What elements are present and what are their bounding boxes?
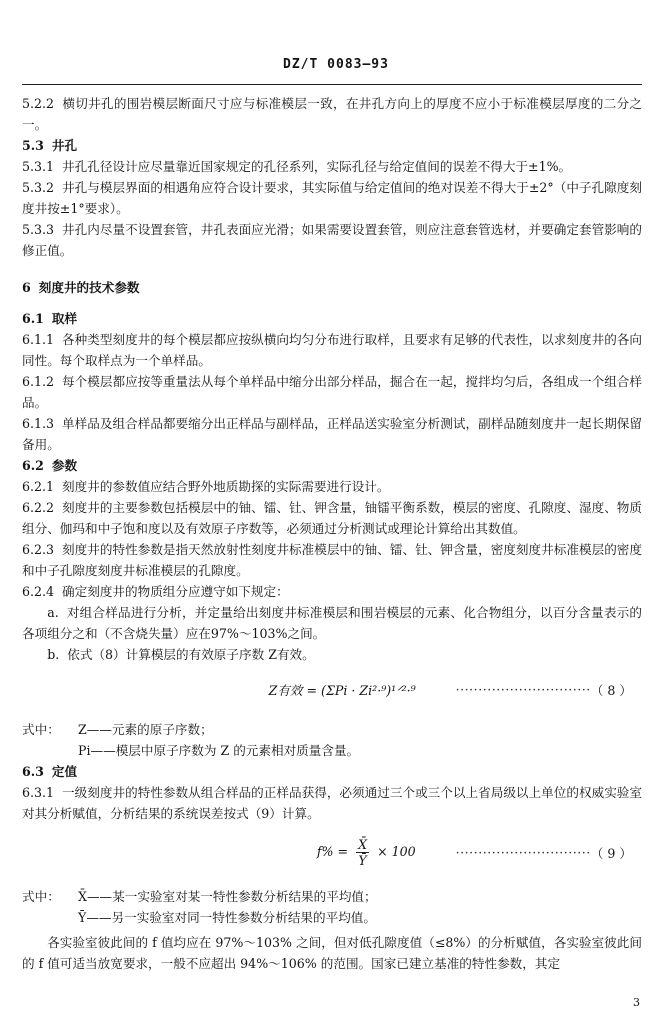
clause-number: b. (47, 647, 60, 662)
clause-number: 6.1.2 (22, 374, 55, 389)
formula-9-rhs: × 100 (377, 843, 416, 859)
formula-9 (22, 824, 642, 880)
formula-9-leader: ······························ (455, 844, 591, 860)
list-item (22, 602, 642, 644)
clause-text: 井孔孔径设计应尽量靠近国家规定的孔径系列，实际孔径与给定值间的误差不得大于±1%。 (62, 159, 572, 174)
formula-8-leader: ······························ (455, 681, 591, 697)
clause-text: 横切井孔的围岩模层断面尺寸应与标准模层一致，在井孔方向上的厚度不应小于标准模层厚度的二分之一。 (22, 96, 642, 132)
clause-number: 5.3.2 (22, 180, 55, 195)
section-heading (22, 135, 642, 156)
clause-number: 6.2 (22, 458, 44, 473)
clause-paragraph (22, 581, 642, 602)
where-line: Ȳ——另一实验室对同一特性参数分析结果的平均值。 (78, 910, 376, 925)
header-rule (22, 84, 642, 85)
clause-number: 6.3 (22, 764, 44, 779)
clause-paragraph (22, 371, 642, 413)
page-number: 3 (633, 996, 640, 1009)
clause-text: 各种类型刻度井的每个模层都应按纵横向均匀分布进行取样，且要求有足够的代表性，以求刻度井的各向同性。每个取样点为一个单样品。 (22, 332, 642, 368)
clause-text: 单样品及组合样品都要缩分出正样品与副样品，正样品送实验室分析测试，副样品随刻度井一起长期保留备用。 (22, 416, 642, 452)
section-heading (22, 308, 642, 329)
clause-number: 6.2.3 (22, 542, 55, 557)
clause-number: 6.2.4 (22, 584, 55, 599)
formula-8 (22, 665, 642, 713)
clause-paragraph (22, 497, 642, 539)
clause-number: 6.1 (22, 311, 44, 326)
clause-text: 井孔 (51, 138, 78, 153)
formula-9-lhs: f% = (316, 843, 349, 859)
formula-9-denominator: Ȳ (358, 852, 367, 868)
document-code-header: DZ/T 0083—93 (283, 57, 389, 72)
clause-text: 刻度井的特性参数是指天然放射性刻度井标准模层中的铀、镭、钍、钾含量，密度刻度井标准模层的密度和中子孔隙度刻度井标准模层的孔隙度。 (22, 542, 642, 578)
where-line: Pi——模层中原子序数为 Z 的元素相对质量含量。 (78, 743, 360, 758)
clause-number: 6.3.1 (22, 785, 55, 800)
clause-text: 参数 (51, 458, 78, 473)
formula-8-where (22, 719, 642, 761)
section-heading (22, 455, 642, 476)
clause-text: 取样 (51, 311, 78, 326)
clause-text: 每个模层都应按等重量法从每个单样品中缩分出部分样品，掘合在一起，搅拌均匀后，各组成一个组合样品。 (22, 374, 642, 410)
list-item (22, 644, 642, 665)
formula-9-numerator: X̄ (358, 836, 368, 852)
where-line: X̄——某一实验室对某一特性参数分析结果的平均值； (78, 889, 377, 904)
clause-text: 对组合样品进行分析，并定量给出刻度井标准模层和围岩模层的元素、化合物组分，以百分含量表示的各项组分之和（不含烧失量）应在97%～103%之间。 (22, 605, 642, 641)
clause-number: 5.3 (22, 138, 44, 153)
section-blocks-2 (22, 761, 642, 824)
clause-paragraph (22, 219, 642, 261)
clause-number: 6.2.1 (22, 479, 55, 494)
clause-number: 6.1.3 (22, 416, 55, 431)
clause-paragraph (22, 413, 642, 455)
document-body (22, 93, 642, 974)
clause-paragraph (22, 177, 642, 219)
formula-9-where (22, 886, 642, 928)
clause-paragraph (22, 539, 642, 581)
clause-paragraph (22, 476, 642, 497)
formula-9-label: （ 9 ） (590, 845, 632, 861)
section-heading (22, 278, 642, 298)
clause-paragraph (22, 156, 642, 177)
clause-text: 定值 (51, 764, 78, 779)
clause-number: 6 (22, 280, 31, 295)
clause-number: 5.3.1 (22, 159, 55, 174)
where-lead: 式中： (22, 889, 60, 904)
where-lead: 式中： (22, 722, 60, 737)
closing-paragraph: 各实验室彼此间的 f 值均应在 97%～103% 之间，但对低孔隙度值（≤8%）的分析赋值，各实验室彼此间的 f 值可适当放宽要求，一般不应超出 94%～106% 的范围。国家已建立基准的特性参数，其定 (22, 935, 642, 971)
clause-paragraph (22, 93, 642, 135)
clause-text: 刻度井的主要参数包括模层中的铀、镭、钍、钾含量，铀镭平衡系数，模层的密度、孔隙度、湿度、物质组分、伽玛和中子饱和度以及有效原子序数等，必须通过分析测试或理论计算给出其数值。 (22, 500, 642, 536)
clause-paragraph (22, 782, 642, 824)
clause-paragraph (22, 329, 642, 371)
clause-text: 井孔与模层界面的相遇角应符合设计要求，其实际值与给定值间的绝对误差不得大于±2°（中子孔隙度刻度井按±1°要求）。 (22, 180, 642, 216)
clause-text: 确定刻度井的物质组分应遵守如下规定： (62, 584, 289, 599)
formula-9-expression (317, 837, 416, 868)
clause-number: 5.3.3 (22, 222, 55, 237)
clause-number: 6.1.1 (22, 332, 55, 347)
clause-text: 一级刻度井的特性参数从组合样品的正样品获得，必须通过三个或三个以上省局级以上单位的权威实验室对其分析赋值，分析结果的系统误差按式（9）计算。 (22, 785, 642, 821)
where-line: Z——元素的原子序数； (78, 722, 213, 737)
clause-text: 刻度井的技术参数 (38, 280, 140, 295)
clause-text: 依式（8）计算模层的有效原子序数 Z有效。 (67, 647, 315, 662)
clause-number: 6.2.2 (22, 500, 55, 515)
formula-8-expression: Z有效 = (ΣPi · Zi²·⁹)¹ᐟ²·⁹ (268, 682, 416, 698)
section-heading (22, 761, 642, 782)
clause-text: 井孔内尽量不设置套管，井孔表面应光滑；如果需要设置套管，则应注意套管选材，并要确定套管影响的修正值。 (22, 222, 642, 258)
clause-number: a. (47, 605, 59, 620)
formula-8-label: （ 8 ） (590, 682, 632, 698)
clause-text: 刻度井的参数值应结合野外地质勘探的实际需要进行设计。 (62, 479, 390, 494)
formula-9-fraction (356, 837, 369, 868)
clause-number: 5.2.2 (22, 96, 55, 111)
section-blocks-1 (22, 93, 642, 665)
